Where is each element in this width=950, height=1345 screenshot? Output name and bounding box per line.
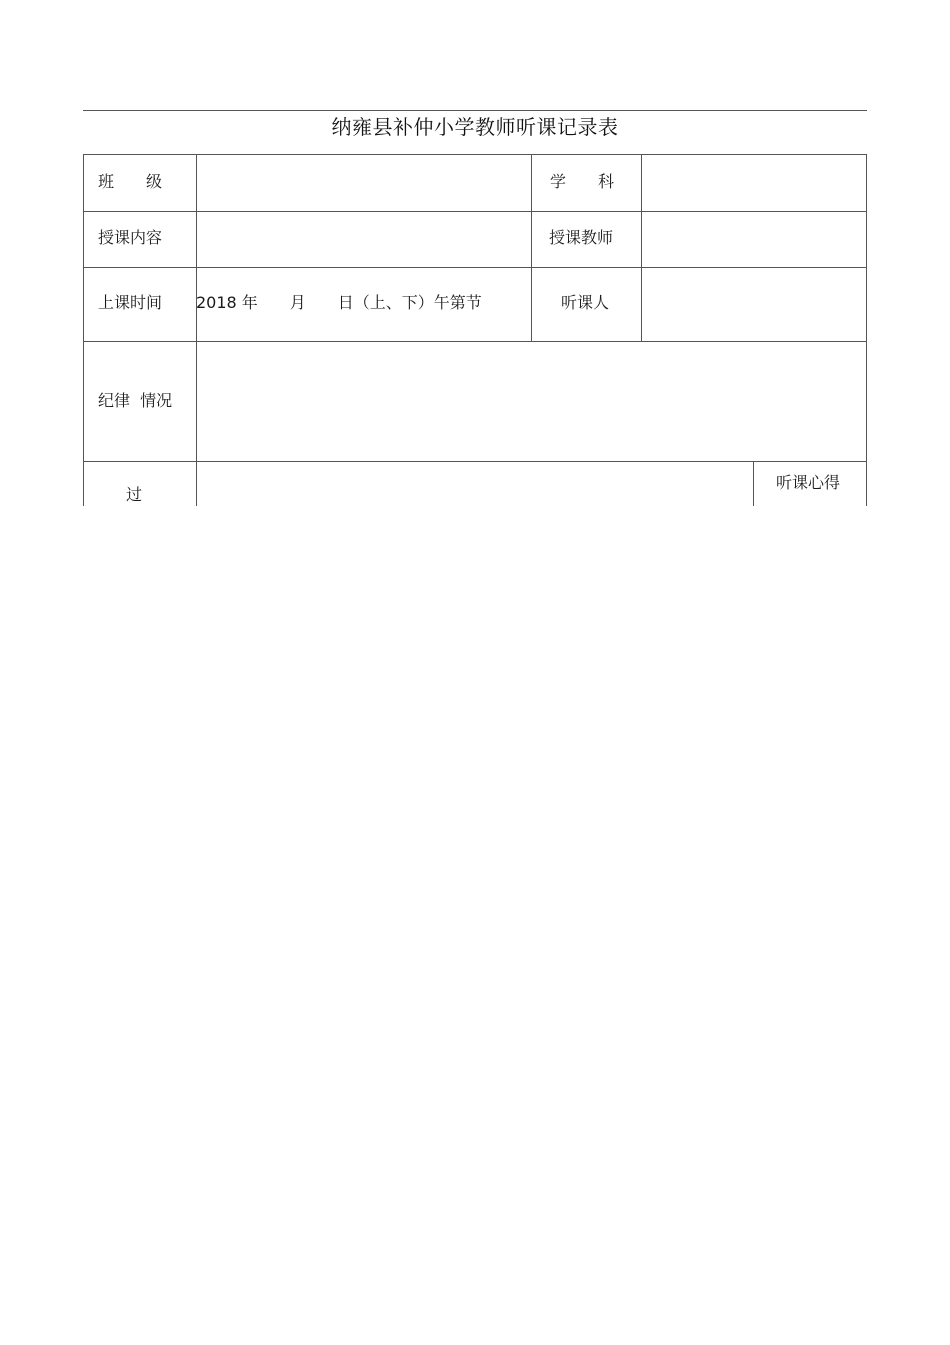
time-label: 上课时间 — [98, 293, 163, 312]
reflection-label: 听课心得 — [776, 473, 841, 492]
listener-field[interactable] — [642, 268, 865, 341]
class-field[interactable] — [197, 156, 530, 211]
subject-label: 学 科 — [550, 172, 615, 191]
content-label: 授课内容 — [98, 228, 163, 247]
column-divider — [531, 155, 532, 341]
content-field[interactable] — [197, 212, 530, 267]
column-divider — [753, 461, 754, 506]
listener-label: 听课人 — [561, 293, 610, 312]
class-label: 班 级 — [98, 172, 163, 191]
teacher-label: 授课教师 — [549, 228, 614, 247]
process-field[interactable] — [197, 462, 752, 506]
subject-field[interactable] — [642, 156, 865, 211]
lesson-observation-form — [83, 154, 867, 506]
time-value[interactable]: 2018 年 月 日（上、下）午第节 — [196, 293, 482, 312]
discipline-label: 纪律 情况 — [98, 391, 173, 410]
process-label: 过 — [126, 485, 143, 504]
teacher-field[interactable] — [642, 212, 865, 267]
page-title: 纳雍县补仲小学教师听课记录表 — [331, 115, 619, 139]
top-rule — [83, 110, 867, 111]
discipline-field[interactable] — [197, 342, 865, 461]
